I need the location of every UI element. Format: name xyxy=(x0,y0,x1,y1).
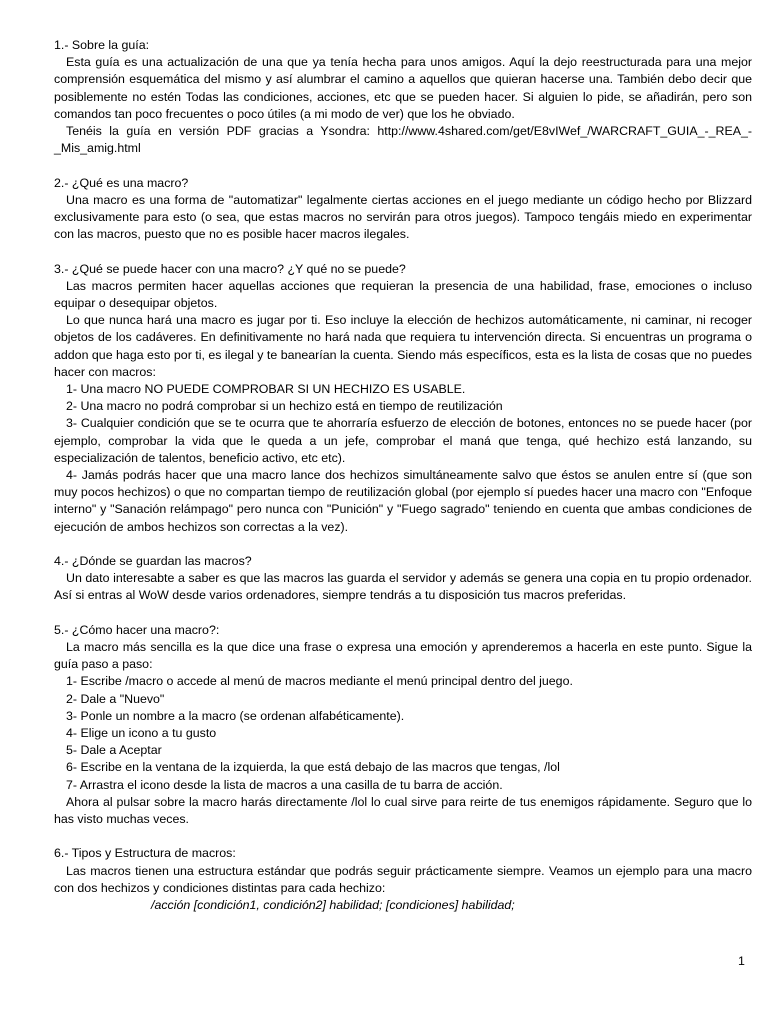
list-item: 3- Ponle un nombre a la macro (se ordenan alfabéticamente). xyxy=(66,708,405,723)
list-item: 5- Dale a Aceptar xyxy=(66,743,162,758)
paragraph: La macro más sencilla es la que dice una frase o expresa una emoción y aprenderemos a hacerla en este punto. Sigue la guía paso a paso: xyxy=(54,640,752,672)
section-heading: 6.- Tipos y Estructura de macros: xyxy=(54,846,236,861)
page-number: 1 xyxy=(738,954,745,968)
section-que-se-puede-hacer xyxy=(54,261,752,536)
list-item: 1- Una macro NO PUEDE COMPROBAR SI UN HECHIZO ES USABLE. xyxy=(66,382,466,397)
section-heading: 5.- ¿Cómo hacer una macro?: xyxy=(54,622,220,637)
macro-syntax-formula: /acción [condición1, condición2] habilidad; [condiciones] habilidad; xyxy=(151,898,515,913)
document-page xyxy=(54,37,752,931)
list-item: 4- Jamás podrás hacer que una macro lance dos hechizos simultáneamente salvo que éstos se anulen entre sí (que son muy pocos hechizos) o que no compartan tiempo de reutilización global (por ejemplo sí puedes hacer una macro con "Enfoque interno" y "Sanación relámpago" pero nunca con "Punición" y "Fuego sagrado" teniendo en cuenta que ambas condiciones de ejecución de ambos hechizos son correctas a la vez). xyxy=(54,468,752,534)
list-item: 3- Cualquier condición que se te ocurra que te ahorraría esfuerzo de elección de botones, entonces no se puede hacer (por ejemplo, comprobar la vida que le queda a un jefe, comprobar el maná que tenga, qué hechizo está lanzando, su especialización de talentos, beneficio activo, etc etc). xyxy=(54,416,752,465)
section-tipos-y-estructura xyxy=(54,845,752,914)
list-item: 4- Elige un icono a tu gusto xyxy=(66,726,217,741)
section-que-es-una-macro xyxy=(54,175,752,244)
list-item: 2- Una macro no podrá comprobar si un hechizo está en tiempo de reutilización xyxy=(66,399,503,414)
paragraph: Esta guía es una actualización de una que ya tenía hecha para unos amigos. Aquí la dejo reestructurada para una mejor comprensión esquemática del mismo y así alumbrar el camino a aquellos que quieran hacerse una. También debo decir que posiblemente no estén Todas las condiciones, acciones, etc que se pueden hacer. Si alguien lo pide, se añadirán, pero son comandos tan poco frecuentes o poco útiles (a mi modo de ver) que los he obviado. xyxy=(54,55,752,121)
section-como-hacer-una-macro xyxy=(54,622,752,828)
list-item: 2- Dale a "Nuevo" xyxy=(66,691,165,706)
paragraph: Las macros permiten hacer aquellas acciones que requieran la presencia de una habilidad, frase, emociones o incluso equipar o desequipar objetos. xyxy=(54,278,752,311)
section-heading: 3.- ¿Qué se puede hacer con una macro? ¿Y qué no se puede? xyxy=(54,261,406,276)
list-item: 1- Escribe /macro o accede al menú de macros mediante el menú principal dentro del juego. xyxy=(66,674,573,689)
paragraph: Las macros tienen una estructura estándar que podrás seguir prácticamente siempre. Veamos un ejemplo para una macro con dos hechizos y condiciones distintas para cada hechizo: xyxy=(54,863,752,895)
section-sobre-la-guia xyxy=(54,37,752,157)
section-heading: 2.- ¿Qué es una macro? xyxy=(54,175,189,190)
paragraph-closing: Ahora al pulsar sobre la macro harás directamente /lol lo cual sirve para reirte de tus enemigos rápidamente. Seguro que lo has visto muchas veces. xyxy=(54,794,752,827)
list-item: 6- Escribe en la ventana de la izquierda, la que está debajo de las macros que tengas, /lol xyxy=(66,760,560,775)
paragraph: Una macro es una forma de "automatizar" legalmente ciertas acciones en el juego mediante un código hecho por Blizzard exclusivamente para esto (o sea, que estas macros no servirán para otros juegos). Tampoco tengáis miedo en experimentar con las macros, puesto que no es posible hacer macros ilegales. xyxy=(54,192,752,242)
section-donde-se-guardan xyxy=(54,553,752,605)
section-heading: 1.- Sobre la guía: xyxy=(54,38,150,52)
section-heading: 4.- ¿Dónde se guardan las macros? xyxy=(54,554,252,569)
paragraph-pdf-link: Tenéis la guía en versión PDF gracias a Ysondra: http://www.4shared.com/get/E8vIWef_/WARCRAFT_GUIA_-_REA_-_Mis_amig.html xyxy=(54,124,752,156)
paragraph: Un dato interesabte a saber es que las macros las guarda el servidor y además se genera una copia en tu propio ordenador. Así si entras al WoW desde varios ordenadores, siempre tendrás a tu disposición tus macros preferidas. xyxy=(54,571,752,603)
paragraph: Lo que nunca hará una macro es jugar por ti. Eso incluye la elección de hechizos automáticamente, ni caminar, ni recoger objetos de los cadáveres. En definitivamente no hará nada que requiera tu intervención directa. Si encuentras un programa o addon que haga esto por ti, es ilegal y te banearían la cuenta. Siendo más específicos, esta es la lista de cosas que no puedes hacer con macros: xyxy=(54,313,752,379)
list-item: 7- Arrastra el icono desde la lista de macros a una casilla de tu barra de acción. xyxy=(66,777,503,792)
